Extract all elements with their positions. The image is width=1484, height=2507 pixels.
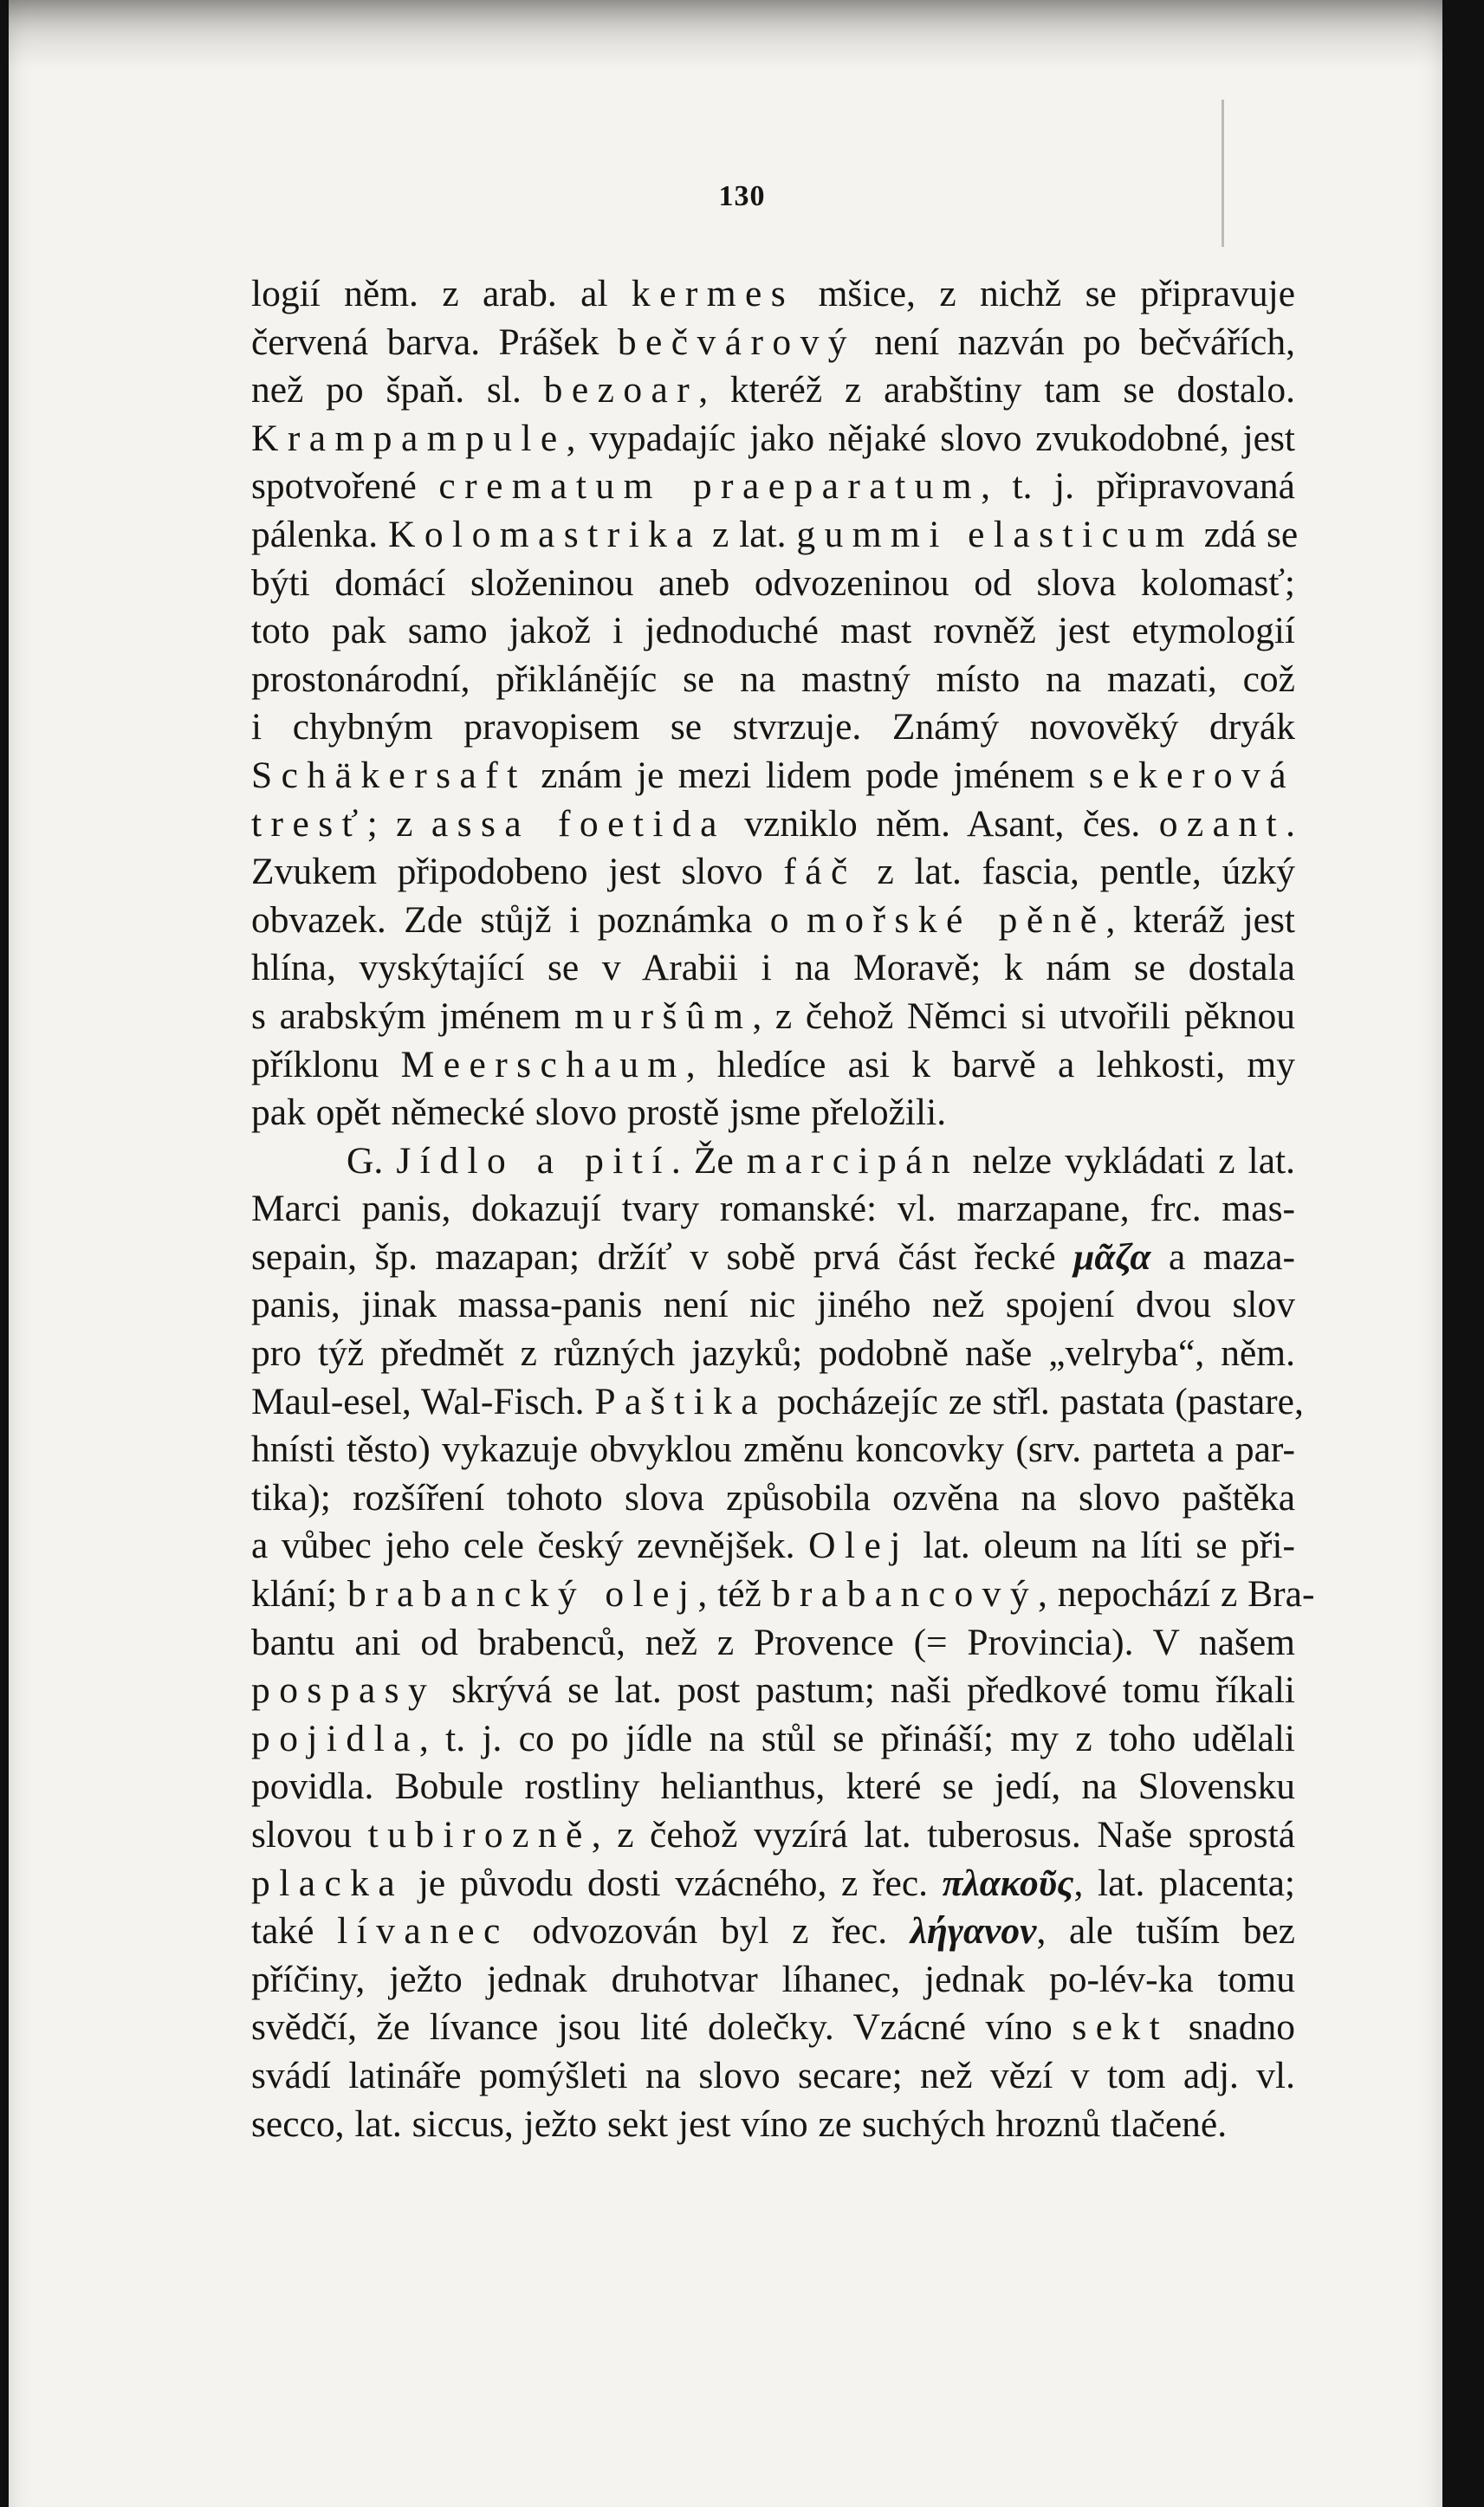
text-line: pálenka. Kolomastrika z lat. gummi elasticum zdá se bbox=[251, 513, 1299, 555]
page-number: 130 bbox=[718, 180, 766, 212]
spaced-term: tubirozně bbox=[367, 1814, 592, 1856]
spaced-term: mořské pěně bbox=[807, 898, 1106, 941]
greek-term: μᾶζα bbox=[1073, 1235, 1151, 1278]
spaced-term: Jídlo a pití bbox=[396, 1139, 671, 1182]
text-line: bantu ani od brabenců, než z Provence (= Provincia). V našem bbox=[251, 1621, 1295, 1663]
spaced-term: muršûm bbox=[574, 994, 753, 1037]
spaced-term: fáč bbox=[783, 851, 857, 893]
spaced-term: gummi elasticum bbox=[796, 513, 1194, 555]
text-line: Maul-esel, Wal-Fisch. Paštika pocházejíc ze střl. pastata (pastare, bbox=[251, 1380, 1304, 1422]
text-line: příklonu Meerschaum, hledíce asi k barvě a lehkosti, my bbox=[251, 1043, 1295, 1085]
spaced-term: Olej bbox=[808, 1525, 910, 1567]
spaced-term: Kolomastrika bbox=[388, 513, 703, 555]
text-line: také lívanec odvozován byl z řec. λήγανον, ale tuším bez bbox=[251, 1910, 1295, 1953]
spaced-term: kermes bbox=[631, 273, 795, 314]
greek-term: λήγανον bbox=[910, 1910, 1037, 1953]
text-line: G. Jídlo a pití. Že marcipán nelze vykládati z lat. bbox=[347, 1139, 1295, 1182]
text-line: svědčí, že lívance jsou lité dolečky. Vzácné víno sekt snadno bbox=[251, 2006, 1295, 2049]
text-line: Marci panis, dokazují tvary romanské: vl. marzapane, frc. mas- bbox=[251, 1188, 1295, 1230]
spaced-term: tresť bbox=[251, 802, 367, 845]
spaced-term: lívanec bbox=[337, 1910, 509, 1953]
text-line: Zvukem připodobeno jest slovo fáč z lat. fascia, pentle, úzký bbox=[251, 851, 1295, 893]
spaced-term: brabancký olej bbox=[347, 1573, 698, 1616]
text-line: Schäkersaft znám je mezi lidem pode jménem sekerová bbox=[251, 754, 1295, 796]
spaced-term: pospasy bbox=[251, 1669, 437, 1712]
text-line: svádí latináře pomýšleti na slovo secare; než vězí v tom adj. vl. bbox=[251, 2054, 1295, 2096]
text-line: slovou tubirozně, z čehož vyzírá lat. tuberosus. Naše sprostá bbox=[251, 1814, 1296, 1856]
greek-term: πλακοῦς bbox=[942, 1862, 1074, 1904]
spaced-term: placka bbox=[251, 1862, 405, 1904]
spaced-term: bečvárový bbox=[617, 321, 856, 363]
text-line: pojidla, t. j. co po jídle na stůl se přináší; my z toho udělali bbox=[251, 1717, 1295, 1759]
text-line: příčiny, ježto jednak druhotvar líhanec, jednak po-lév-ka tomu bbox=[251, 1958, 1295, 2000]
spaced-term: assa foetida bbox=[431, 802, 726, 845]
spaced-term: crematum praeparatum bbox=[438, 465, 982, 508]
text-line: červená barva. Prášek bečvárový není nazván po bečvářích, bbox=[251, 321, 1295, 363]
spaced-term: pojidla bbox=[251, 1717, 419, 1759]
scan-shadow bbox=[9, 0, 1442, 69]
spaced-term: bezoar bbox=[543, 369, 699, 411]
text-line: klání; brabancký olej, též brabancový, nepochází z Bra- bbox=[251, 1573, 1315, 1616]
text-line: obvazek. Zde stůjž i poznámka o mořské pěně, kteráž jest bbox=[251, 898, 1296, 941]
spaced-term: Paštika bbox=[594, 1380, 768, 1422]
text-line: i chybným pravopisem se stvrzuje. Známý novověký dryák bbox=[251, 706, 1295, 748]
text-line: Krampampule, vypadajíc jako nějaké slovo zvukodobné, jest bbox=[251, 417, 1295, 459]
text-line: povidla. Bobule rostliny helianthus, které se jedí, na Slovensku bbox=[251, 1765, 1295, 1808]
text-line: panis, jinak massa-panis není nic jiného než spojení dvou slov bbox=[251, 1284, 1295, 1326]
scan-artifact-line bbox=[1222, 100, 1224, 247]
text-line: tresť; z assa foetida vzniklo něm. Asant, čes. ozant. bbox=[251, 802, 1295, 845]
text-line: tika); rozšíření tohoto slova způsobila ozvěna na slovo paštěka bbox=[251, 1476, 1295, 1519]
text-line: než po špaň. sl. bezoar, kteréž z arabštiny tam se dostalo. bbox=[251, 369, 1295, 411]
spaced-term: brabancový bbox=[771, 1573, 1039, 1616]
text-line: sepain, šp. mazapan; držíť v sobě prvá část řecké μᾶζα a maza- bbox=[251, 1235, 1295, 1278]
text-line: pro týž předmět z různých jazyků; podobně naše „velryba“, něm. bbox=[251, 1332, 1295, 1375]
body-text bbox=[251, 270, 1315, 2148]
text-line: býti domácí složeninou aneb odvozeninou od slova kolomasť; bbox=[251, 561, 1295, 604]
text-line: a vůbec jeho cele český zevnějšek. Olej lat. oleum na líti se při- bbox=[251, 1525, 1295, 1567]
spaced-term: Meerschaum bbox=[400, 1043, 686, 1085]
text-line: spotvořené crematum praeparatum, t. j. připravovaná bbox=[251, 465, 1295, 508]
spaced-term: sekt bbox=[1072, 2006, 1170, 2049]
text-line: s arabským jménem muršûm, z čehož Němci si utvořili pěknou bbox=[251, 994, 1295, 1037]
text-line: hlína, vyskýtající se v Arabii i na Moravě; k nám se dostala bbox=[251, 947, 1295, 989]
text-line: toto pak samo jakož i jednoduché mast rovněž jest etymologií bbox=[251, 610, 1295, 652]
spaced-term: marcipán bbox=[746, 1139, 960, 1182]
text-line: pospasy skrývá se lat. post pastum; naši předkové tomu říkali bbox=[251, 1669, 1295, 1712]
text-line: logií něm. z arab. al kermes mšice, z nichž se připravuje bbox=[251, 273, 1295, 314]
text-line: placka je původu dosti vzácného, z řec. πλακοῦς, lat. placenta; bbox=[251, 1862, 1295, 1904]
text-line: secco, lat. siccus, ježto sekt jest víno ze suchých hroznů tlačené. bbox=[251, 2102, 1228, 2145]
spaced-term: Schäkersaft bbox=[251, 754, 527, 796]
text-line: prostonárodní, přiklánějíc se na mastný místo na mazati, což bbox=[251, 658, 1295, 700]
text-line: hnísti těsto) vykazuje obvyklou změnu koncovky (srv. parteta a par- bbox=[251, 1428, 1295, 1471]
text-line: pak opět německé slovo prostě jsme přeložili. bbox=[251, 1092, 947, 1134]
spaced-term: ozant bbox=[1158, 802, 1286, 845]
spaced-term: sekerová bbox=[1088, 754, 1295, 796]
spaced-term: Krampampule bbox=[251, 417, 567, 459]
